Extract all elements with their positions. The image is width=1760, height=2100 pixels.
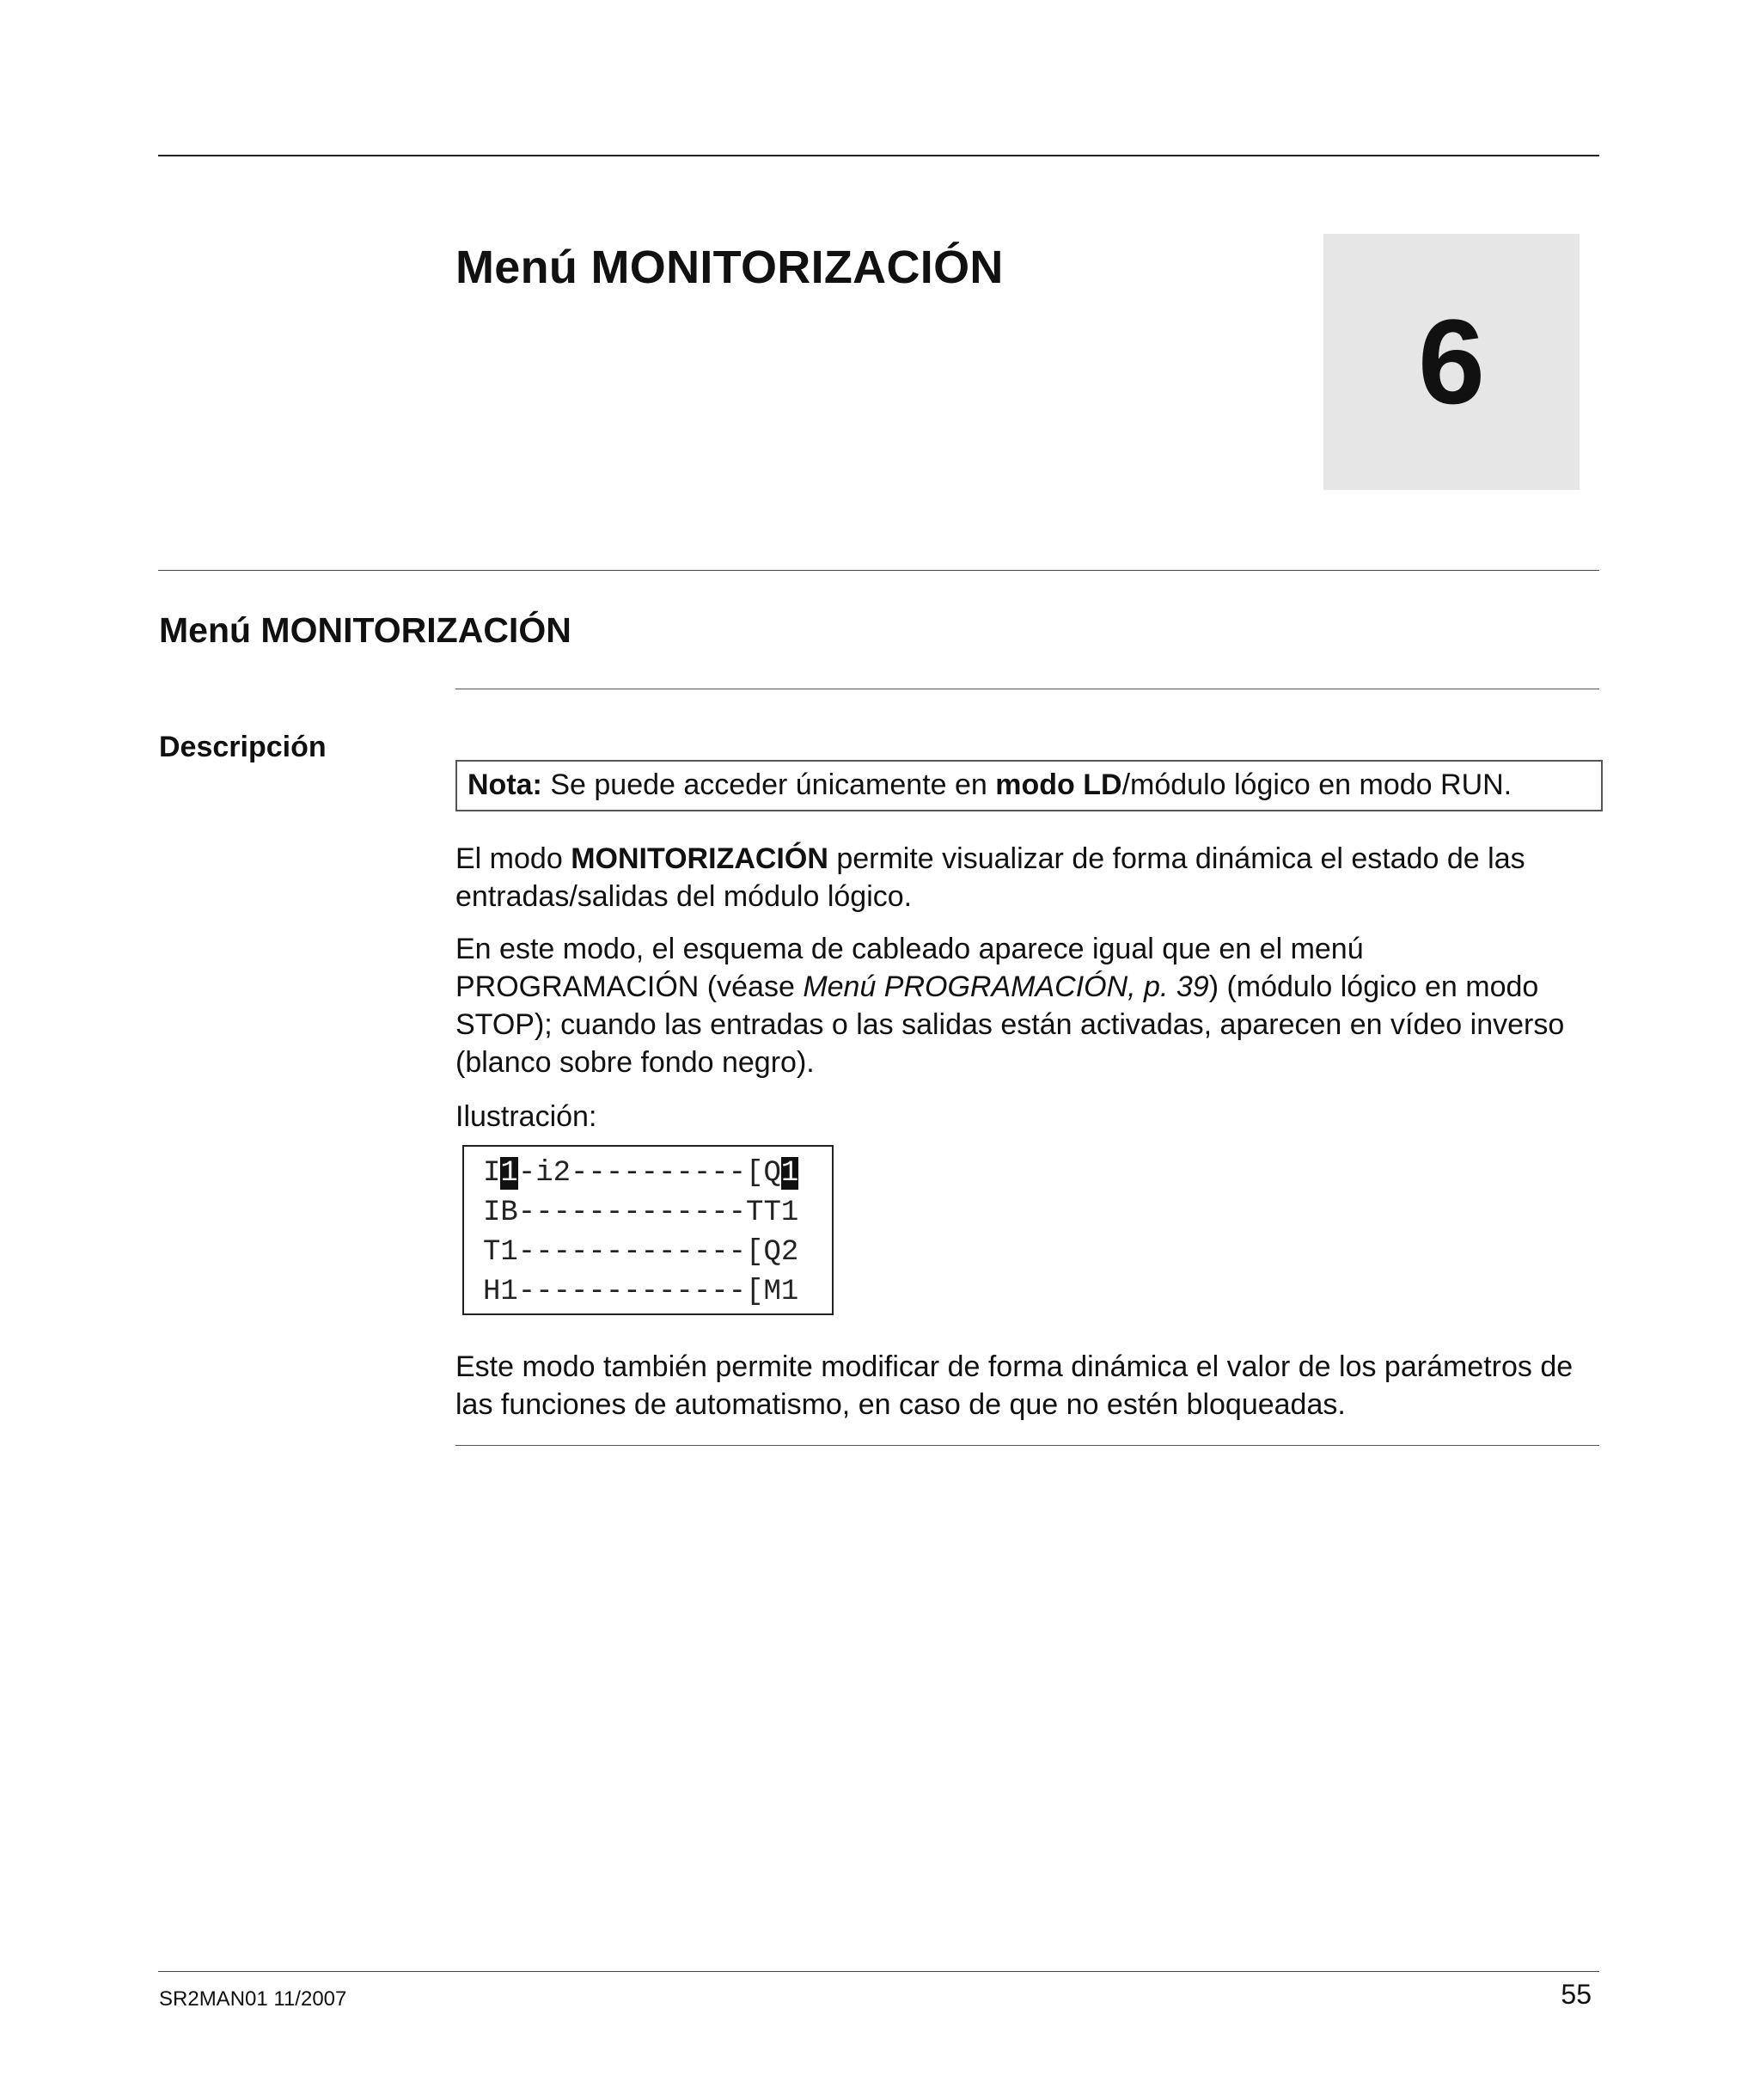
footer-page-number: 55 bbox=[1561, 1979, 1592, 2010]
footer-doc-ref: SR2MAN01 11/2007 bbox=[159, 1987, 347, 2011]
para2-italic-link: Menú PROGRAMACIÓN, p. 39 bbox=[803, 970, 1209, 1003]
note-label: Nota: bbox=[468, 768, 542, 801]
chapter-number: 6 bbox=[1418, 294, 1485, 429]
lcd-line1-part-b: -i2----------[Q bbox=[517, 1157, 781, 1190]
footer-rule bbox=[158, 1971, 1599, 1972]
note-text-1: Se puede acceder únicamente en bbox=[541, 768, 996, 801]
para2-text-2: ) (módulo lógico en modo STOP); cuando las entradas o las salidas están activadas, aparecen en vídeo inverso (blanco sobre fondo negro). bbox=[455, 970, 1565, 1079]
note-text-2: /módulo lógico en modo RUN. bbox=[1121, 768, 1512, 801]
lcd-line-1 bbox=[483, 1154, 832, 1193]
side-label-description: Descripción bbox=[159, 731, 327, 763]
end-rule bbox=[455, 1445, 1599, 1446]
lcd-line-4: H1-------------[M1 bbox=[483, 1276, 799, 1308]
paragraph-3: Este modo también permite modificar de forma dinámica el valor de los parámetros de las funciones de automatismo, en caso de que no estén bloqueadas. bbox=[455, 1350, 1574, 1421]
lcd-line-3: T1-------------[Q2 bbox=[483, 1236, 799, 1269]
lcd-display bbox=[462, 1145, 834, 1315]
paragraph-1 bbox=[455, 840, 1607, 915]
lcd-inverse-output: 1 bbox=[780, 1157, 799, 1190]
para2-text-1: En este modo, el esquema de cableado aparece igual que en el menú PROGRAMACIÓN (véase bbox=[455, 933, 1364, 1003]
para1-bold: MONITORIZACIÓN bbox=[571, 842, 828, 875]
chapter-title: Menú MONITORIZACIÓN bbox=[455, 242, 1004, 293]
lcd-line1-part-a: I bbox=[483, 1157, 501, 1190]
chapter-number-box bbox=[1323, 234, 1580, 490]
note-bold: modo LD bbox=[995, 768, 1122, 801]
paragraph-2 bbox=[455, 930, 1607, 1081]
note-box bbox=[455, 760, 1603, 811]
section-title: Menú MONITORIZACIÓN bbox=[159, 610, 571, 650]
section-rule bbox=[158, 570, 1599, 571]
para1-text-2: permite visualizar de forma dinámica el estado de las entradas/salidas del módulo lógico. bbox=[455, 842, 1525, 913]
lcd-inverse-input: 1 bbox=[500, 1157, 518, 1190]
para1-text-1: El modo bbox=[455, 842, 571, 875]
lcd-line-2: IB-------------TT1 bbox=[483, 1197, 799, 1229]
illustration-label: Ilustración: bbox=[455, 1100, 597, 1133]
top-rule bbox=[158, 155, 1599, 156]
